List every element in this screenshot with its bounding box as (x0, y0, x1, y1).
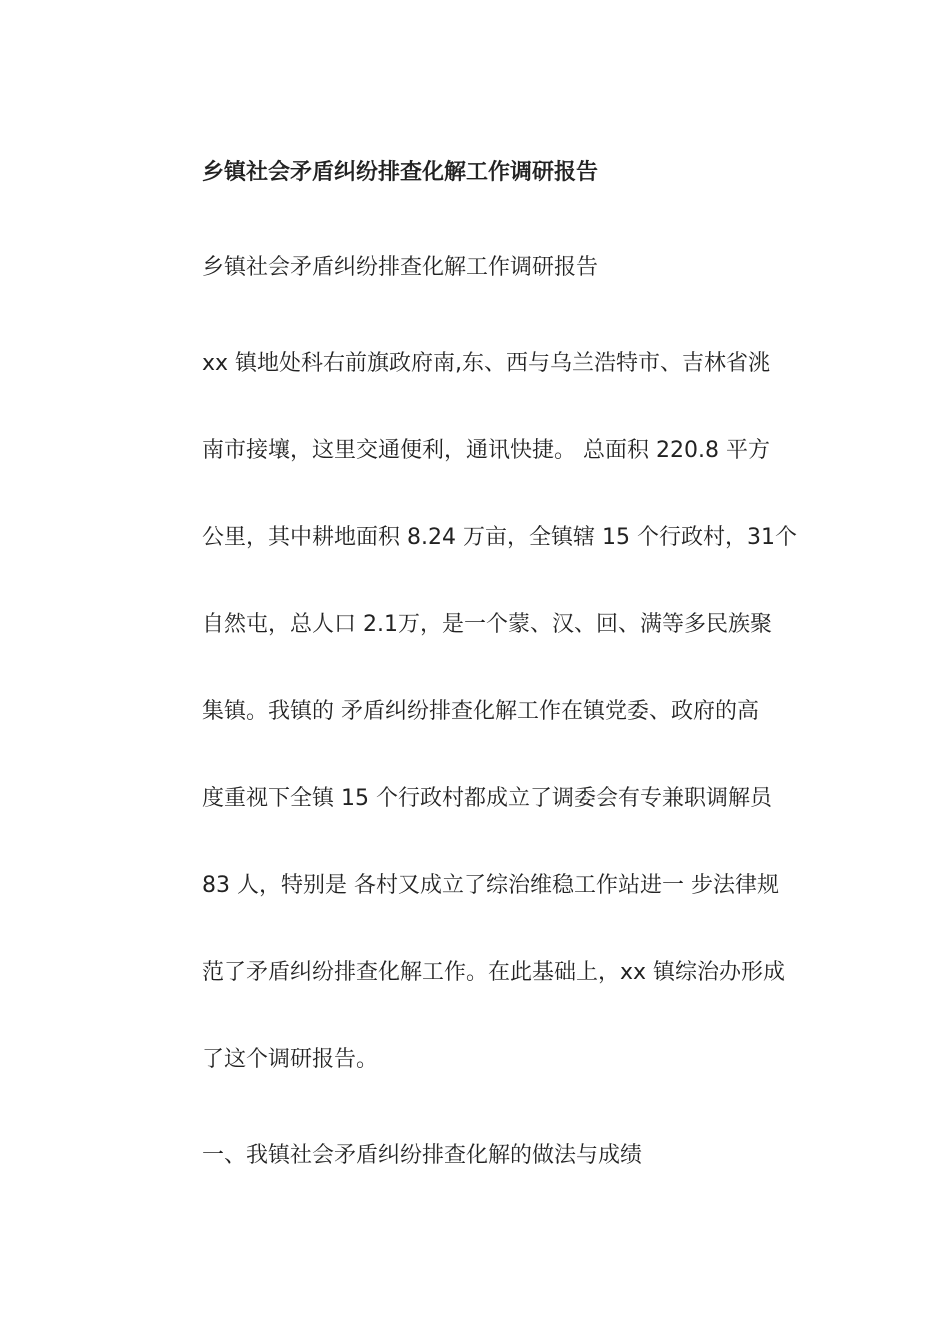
intro-paragraph (202, 348, 822, 1131)
paragraph-line: 83 人，特别是 各村又成立了综治维稳工作站进一 步法律规 (202, 873, 779, 898)
paragraph-line: 自然屯，总人口 2.1万，是一个蒙、汉、回、满等多民族聚 (202, 612, 772, 637)
paragraph-line: 南市接壤，这里交通便利，通讯快捷。 总面积 220.8 平方 (202, 438, 770, 463)
paragraph-line: 度重视下全镇 15 个行政村都成立了调委会有专兼职调解员 (202, 786, 772, 811)
paragraph-line: 了这个调研报告。 (202, 1047, 379, 1072)
section-heading: 一、我镇社会矛盾纠纷排查化解的做法与成绩 (202, 1143, 643, 1168)
paragraph-line: 公里，其中耕地面积 8.24 万亩，全镇辖 15 个行政村，31个 (202, 525, 797, 550)
paragraph-line: xx 镇地处科右前旗政府南,东、西与乌兰浩特市、吉林省洮 (202, 351, 771, 376)
document-title: 乡镇社会矛盾纠纷排查化解工作调研报告 (202, 160, 599, 185)
document-subtitle: 乡镇社会矛盾纠纷排查化解工作调研报告 (202, 255, 599, 280)
paragraph-line: 范了矛盾纠纷排查化解工作。在此基础上，xx 镇综治办形成 (202, 960, 786, 985)
paragraph-line: 集镇。我镇的 矛盾纠纷排查化解工作在镇党委、政府的高 (202, 699, 759, 724)
